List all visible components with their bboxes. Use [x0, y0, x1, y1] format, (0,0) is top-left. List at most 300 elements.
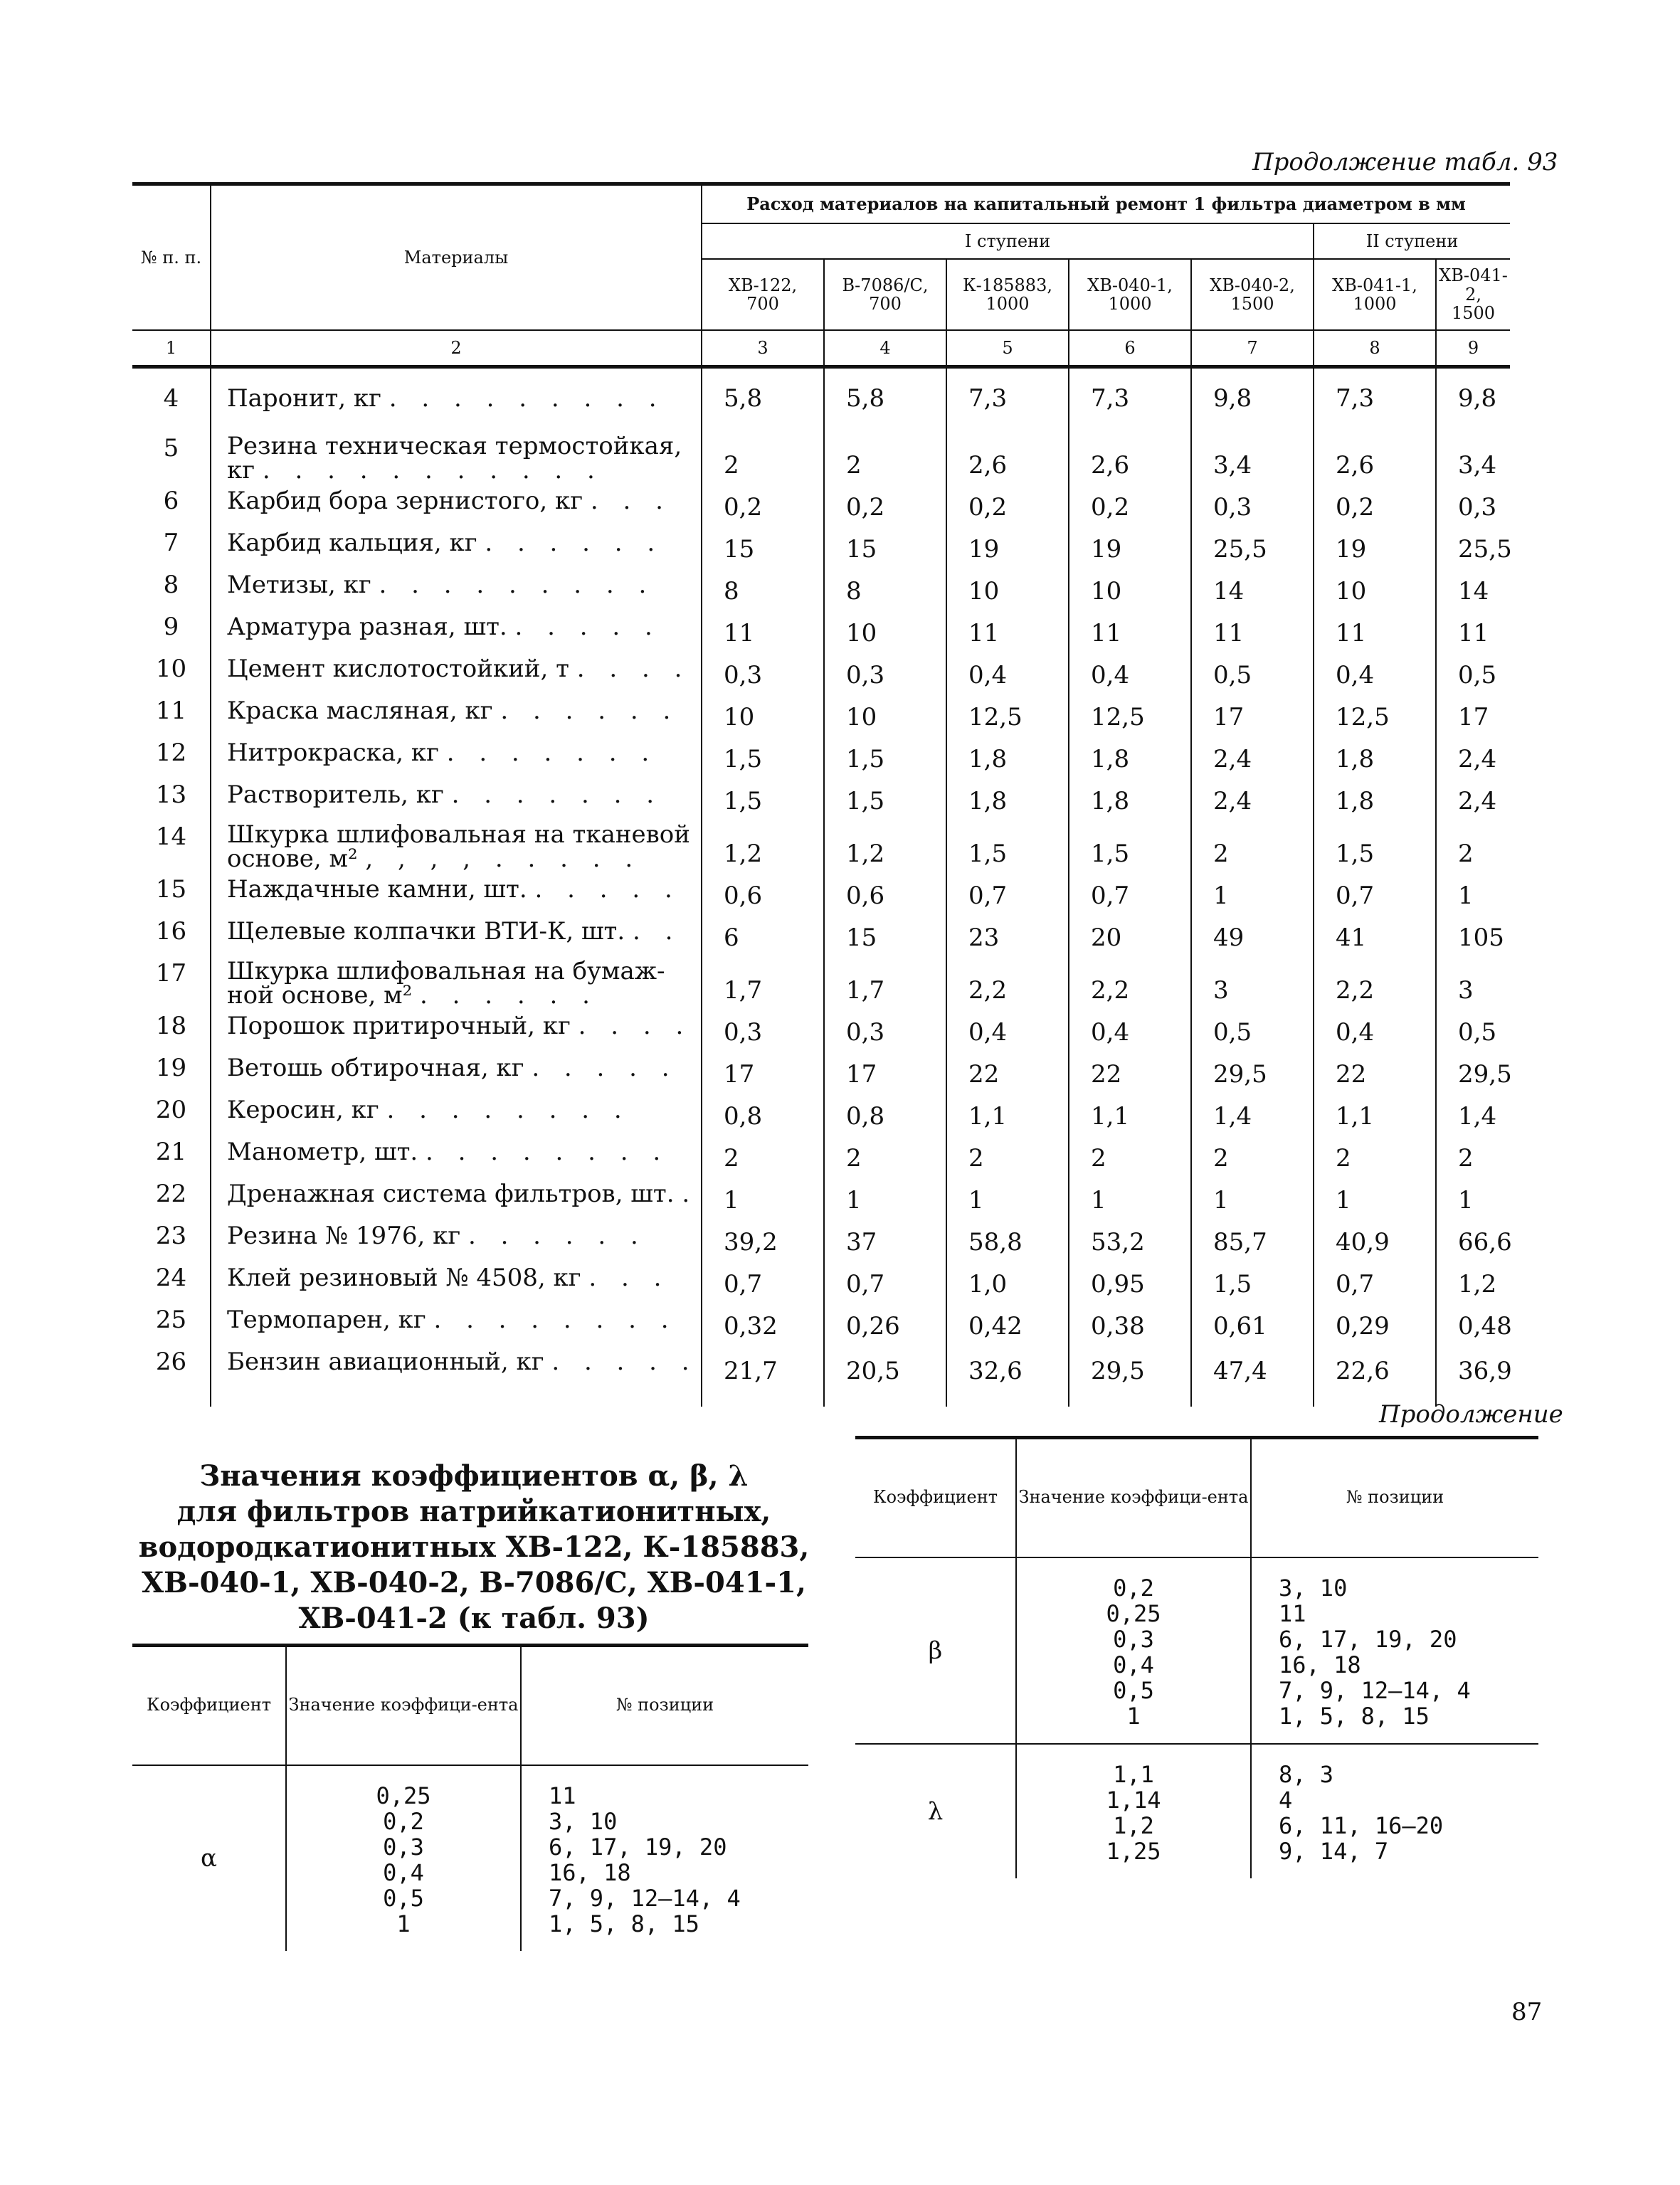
value-cell: 0,3 — [702, 1007, 824, 1049]
column-number: 9 — [1436, 330, 1510, 367]
table-row — [132, 818, 1510, 871]
coefficient-values — [286, 1765, 521, 1951]
value-cell: 1 — [1191, 871, 1314, 913]
table-row — [132, 734, 1510, 776]
coefficient-value: 0,3 — [383, 1833, 424, 1861]
value-cell: 1,1 — [946, 1091, 1069, 1133]
material-cell — [211, 734, 702, 776]
material-cell — [211, 1133, 702, 1175]
column-header-diameter: 1000 — [986, 294, 1030, 314]
table-row — [132, 692, 1510, 734]
value-cell: 2 — [1436, 1133, 1510, 1175]
value-cell: 14 — [1191, 566, 1314, 608]
row-number: 9 — [163, 613, 179, 641]
material-name: Клей резиновый № 4508, кг — [227, 1264, 581, 1292]
value-cell: 25,5 — [1436, 524, 1510, 566]
coefficient-group — [855, 1557, 1538, 1744]
position-list: 6, 17, 19, 20 — [1279, 1625, 1457, 1653]
material-name: Термопарен, кг — [227, 1306, 426, 1334]
material-name: Бензин авиационный, кг — [227, 1348, 544, 1376]
value-cell: 32,6 — [946, 1343, 1069, 1407]
value-cell: 2 — [1436, 818, 1510, 871]
column-header-name: К-185883, — [963, 275, 1052, 295]
value-cell: 0,2 — [702, 482, 824, 524]
column-header — [1314, 259, 1436, 330]
column-header-name: ХВ-040-2, — [1210, 275, 1295, 295]
value-cell: 7,3 — [1069, 367, 1191, 430]
value-cell: 0,3 — [1191, 482, 1314, 524]
material-name-cont: ной основе, м² — [227, 981, 413, 1010]
title-line: ХВ-040-1, ХВ-040-2, В-7086/С, ХВ-041-1, — [142, 1566, 806, 1599]
value-cell: 1,5 — [946, 818, 1069, 871]
coefficient-group — [132, 1765, 808, 1951]
row-number: 8 — [163, 571, 179, 599]
position-list: 16, 18 — [1279, 1651, 1361, 1678]
value-cell: 0,7 — [1314, 871, 1436, 913]
value-cell: 0,7 — [1069, 871, 1191, 913]
table-row — [132, 608, 1510, 650]
value-cell: 0,29 — [1314, 1301, 1436, 1343]
position-list: 3, 10 — [549, 1807, 618, 1835]
value-cell: 2,4 — [1436, 776, 1510, 818]
position-list: 7, 9, 12—14, 4 — [549, 1884, 741, 1912]
value-cell: 21,7 — [702, 1343, 824, 1407]
value-cell: 10 — [702, 692, 824, 734]
value-cell: 7,3 — [946, 367, 1069, 430]
value-cell: 10 — [824, 692, 946, 734]
value-cell: 0,4 — [946, 1007, 1069, 1049]
continuation-caption: Продолжение табл. 93 — [1252, 148, 1558, 176]
leader-dots: . . . . . . — [485, 529, 664, 557]
value-cell: 0,7 — [946, 871, 1069, 913]
leader-dots: . . . . — [578, 1012, 692, 1040]
coefficient-symbol: λ — [855, 1744, 1016, 1878]
header-no: № п. п. — [132, 184, 211, 331]
value-cell: 0,6 — [824, 871, 946, 913]
column-number: 8 — [1314, 330, 1436, 367]
table-row — [132, 1259, 1510, 1301]
value-cell: 1,8 — [1314, 734, 1436, 776]
leader-dots: . . . . . . . . — [386, 1096, 630, 1124]
header-value: Значение коэффици-ента — [1016, 1438, 1251, 1557]
row-number: 14 — [155, 822, 187, 851]
value-cell: 3,4 — [1191, 430, 1314, 482]
material-name: Резина № 1976, кг — [227, 1222, 461, 1250]
value-cell: 12,5 — [1069, 692, 1191, 734]
coefficient-positions — [1251, 1557, 1538, 1744]
value-cell: 1,8 — [1069, 776, 1191, 818]
column-number: 2 — [211, 330, 702, 367]
value-cell: 37 — [824, 1217, 946, 1259]
value-cell: 22,6 — [1314, 1343, 1436, 1407]
value-cell: 0,61 — [1191, 1301, 1314, 1343]
row-number: 24 — [155, 1264, 187, 1292]
value-cell: 0,95 — [1069, 1259, 1191, 1301]
row-number: 13 — [155, 781, 187, 809]
leader-dots: . . . . . . . . — [433, 1306, 677, 1334]
table-row — [132, 913, 1510, 955]
coefficient-positions — [521, 1765, 808, 1951]
coefficient-group — [855, 1744, 1538, 1878]
value-cell: 0,5 — [1191, 650, 1314, 692]
leader-dots: . . . . . — [532, 1054, 678, 1082]
value-cell: 0,7 — [824, 1259, 946, 1301]
leader-dots: , , , , . . . . . — [365, 845, 642, 873]
value-cell: 40,9 — [1314, 1217, 1436, 1259]
coefficient-symbol: β — [928, 1636, 943, 1665]
value-cell: 0,48 — [1436, 1301, 1510, 1343]
column-header — [1191, 259, 1314, 330]
leader-dots: . . . . — [576, 655, 691, 683]
position-list: 1, 5, 8, 15 — [549, 1910, 699, 1937]
material-cell — [211, 692, 702, 734]
coefficient-positions — [1251, 1744, 1538, 1878]
value-cell: 1,8 — [1314, 776, 1436, 818]
material-cell — [211, 524, 702, 566]
value-cell: 0,5 — [1436, 650, 1510, 692]
leader-dots: . . . . . . . . . — [379, 571, 655, 599]
value-cell: 12,5 — [1314, 692, 1436, 734]
leader-dots: . — [682, 1180, 699, 1208]
column-header-name: ХВ-122, — [728, 275, 798, 295]
value-cell: 1,1 — [1314, 1091, 1436, 1133]
continuation-caption-right: Продолжение — [1379, 1400, 1563, 1429]
value-cell: 2,6 — [1314, 430, 1436, 482]
coefficients-table-left — [132, 1644, 808, 1951]
value-cell: 0,4 — [1314, 650, 1436, 692]
value-cell: 105 — [1436, 913, 1510, 955]
material-name: Дренажная система фильтров, шт. — [227, 1180, 675, 1208]
value-cell: 10 — [824, 608, 946, 650]
material-cell — [211, 1343, 702, 1407]
material-cell — [211, 367, 702, 430]
value-cell: 3,4 — [1436, 430, 1510, 482]
value-cell: 39,2 — [702, 1217, 824, 1259]
material-cell — [211, 818, 702, 871]
table-row — [132, 430, 1510, 482]
value-cell: 1,5 — [824, 734, 946, 776]
value-cell: 10 — [1314, 566, 1436, 608]
value-cell: 1,2 — [702, 818, 824, 871]
header-expense: Расход материалов на капитальный ремонт 1 фильтра диаметром в мм — [702, 184, 1510, 224]
value-cell: 0,4 — [1069, 1007, 1191, 1049]
coefficient-value: 1 — [396, 1910, 411, 1937]
value-cell: 9,8 — [1191, 367, 1314, 430]
value-cell: 8 — [702, 566, 824, 608]
leader-dots: . . . . . . . . . — [389, 384, 665, 413]
material-name-cont: основе, м² — [227, 845, 358, 873]
header-stage-1: I ступени — [702, 223, 1314, 259]
value-cell: 0,6 — [702, 871, 824, 913]
coefficient-values — [1016, 1744, 1251, 1878]
row-number: 12 — [155, 739, 187, 767]
value-cell: 17 — [702, 1049, 824, 1091]
value-cell: 0,8 — [824, 1091, 946, 1133]
value-cell: 0,7 — [1314, 1259, 1436, 1301]
table-row — [132, 1049, 1510, 1091]
position-list: 6, 11, 16—20 — [1279, 1811, 1444, 1839]
value-cell: 1,7 — [702, 955, 824, 1007]
position-list: 9, 14, 7 — [1279, 1837, 1389, 1865]
value-cell: 2,4 — [1191, 734, 1314, 776]
value-cell: 0,8 — [702, 1091, 824, 1133]
material-name: Растворитель, кг — [227, 781, 444, 809]
material-name: Цемент кислотостойкий, т — [227, 655, 569, 683]
value-cell: 1 — [946, 1175, 1069, 1217]
header-materials: Материалы — [211, 184, 702, 331]
value-cell: 1,8 — [946, 734, 1069, 776]
position-list: 8, 3 — [1279, 1760, 1334, 1788]
material-name: Наждачные камни, шт. — [227, 875, 527, 904]
coefficient-value: 0,4 — [383, 1858, 424, 1886]
value-cell: 6 — [702, 913, 824, 955]
value-cell: 22 — [946, 1049, 1069, 1091]
title-line: ХВ-041-2 (к табл. 93) — [298, 1602, 650, 1635]
value-cell: 1 — [824, 1175, 946, 1217]
column-header — [1069, 259, 1191, 330]
value-cell: 17 — [824, 1049, 946, 1091]
value-cell: 2 — [702, 430, 824, 482]
value-cell: 1,8 — [946, 776, 1069, 818]
value-cell: 29,5 — [1191, 1049, 1314, 1091]
table-row — [132, 1217, 1510, 1259]
table-row — [132, 482, 1510, 524]
value-cell: 15 — [824, 913, 946, 955]
value-cell: 10 — [946, 566, 1069, 608]
value-cell: 0,4 — [1314, 1007, 1436, 1049]
value-cell: 23 — [946, 913, 1069, 955]
title-line: Значения коэффициентов α, β, λ — [199, 1459, 749, 1493]
column-header — [1436, 259, 1510, 330]
position-list: 1, 5, 8, 15 — [1279, 1702, 1430, 1730]
value-cell: 5,8 — [824, 367, 946, 430]
material-name: Манометр, шт. — [227, 1138, 418, 1166]
row-number: 7 — [163, 529, 179, 557]
value-cell: 1,5 — [1191, 1259, 1314, 1301]
material-cell — [211, 1217, 702, 1259]
leader-dots: . . . — [590, 487, 672, 515]
header-coefficient: Коэффициент — [132, 1646, 286, 1765]
row-number: 15 — [155, 875, 187, 904]
value-cell: 11 — [946, 608, 1069, 650]
value-cell: 1 — [702, 1175, 824, 1217]
column-header-name: В-7086/С, — [842, 275, 929, 295]
coefficient-symbol: α — [201, 1843, 217, 1873]
value-cell: 2 — [1191, 818, 1314, 871]
value-cell: 41 — [1314, 913, 1436, 955]
value-cell: 1,2 — [824, 818, 946, 871]
coefficient-value: 1,14 — [1106, 1786, 1161, 1814]
material-name: Карбид кальция, кг — [227, 529, 477, 557]
value-cell: 1 — [1436, 871, 1510, 913]
table-row — [132, 1175, 1510, 1217]
coefficient-value: 1,1 — [1113, 1760, 1154, 1788]
value-cell: 19 — [1069, 524, 1191, 566]
material-cell — [211, 1049, 702, 1091]
material-name: Порошок притирочный, кг — [227, 1012, 571, 1040]
column-header — [824, 259, 946, 330]
column-header — [946, 259, 1069, 330]
value-cell: 0,3 — [824, 1007, 946, 1049]
row-number: 16 — [155, 917, 187, 946]
value-cell: 1,5 — [702, 776, 824, 818]
value-cell: 1,0 — [946, 1259, 1069, 1301]
header-coefficient: Коэффициент — [855, 1438, 1016, 1557]
value-cell: 0,5 — [1436, 1007, 1510, 1049]
value-cell: 2,4 — [1436, 734, 1510, 776]
coefficient-value: 0,25 — [1106, 1599, 1161, 1627]
value-cell: 14 — [1436, 566, 1510, 608]
value-cell: 1,4 — [1191, 1091, 1314, 1133]
value-cell: 0,2 — [1069, 482, 1191, 524]
value-cell: 0,42 — [946, 1301, 1069, 1343]
value-cell: 0,2 — [946, 482, 1069, 524]
page-number: 87 — [1511, 1998, 1543, 2026]
material-cell — [211, 1175, 702, 1217]
value-cell: 2 — [1069, 1133, 1191, 1175]
material-cell — [211, 566, 702, 608]
value-cell: 2,6 — [946, 430, 1069, 482]
value-cell: 11 — [1069, 608, 1191, 650]
value-cell: 1,8 — [1069, 734, 1191, 776]
value-cell: 22 — [1069, 1049, 1191, 1091]
value-cell: 58,8 — [946, 1217, 1069, 1259]
table-row — [132, 1301, 1510, 1343]
column-number: 4 — [824, 330, 946, 367]
material-name: Метизы, кг — [227, 571, 371, 599]
material-cell — [211, 430, 702, 485]
value-cell: 49 — [1191, 913, 1314, 955]
position-list: 16, 18 — [549, 1858, 631, 1886]
table-row — [132, 871, 1510, 913]
value-cell: 19 — [1314, 524, 1436, 566]
material-name: Паронит, кг — [227, 384, 381, 413]
value-cell: 3 — [1436, 955, 1510, 1007]
value-cell: 1,5 — [1314, 818, 1436, 871]
material-cell — [211, 1301, 702, 1343]
value-cell: 11 — [1191, 608, 1314, 650]
value-cell: 0,7 — [702, 1259, 824, 1301]
column-number: 3 — [702, 330, 824, 367]
leader-dots: . . . — [588, 1264, 670, 1292]
material-cell — [211, 482, 702, 524]
table-row — [132, 776, 1510, 818]
column-header-diameter: 700 — [746, 294, 779, 314]
value-cell: 29,5 — [1069, 1343, 1191, 1407]
value-cell: 53,2 — [1069, 1217, 1191, 1259]
position-list: 7, 9, 12—14, 4 — [1279, 1676, 1471, 1704]
value-cell: 12,5 — [946, 692, 1069, 734]
value-cell: 1 — [1314, 1175, 1436, 1217]
header-stage-2: II ступени — [1314, 223, 1510, 259]
column-header-diameter: 1500 — [1230, 294, 1274, 314]
value-cell: 0,32 — [702, 1301, 824, 1343]
material-name: Ветошь обтирочная, кг — [227, 1054, 524, 1082]
table-row — [132, 1091, 1510, 1133]
header-value: Значение коэффици-ента — [286, 1646, 521, 1765]
value-cell: 1,4 — [1436, 1091, 1510, 1133]
table-row — [132, 524, 1510, 566]
material-name: Шкурка шлифовальная на тканевой — [227, 820, 690, 849]
value-cell: 2,2 — [1069, 955, 1191, 1007]
value-cell: 1,5 — [824, 776, 946, 818]
value-cell: 0,5 — [1191, 1007, 1314, 1049]
title-line: водородкатионитных ХВ-122, К-185883, — [138, 1530, 810, 1564]
material-name: Краска масляная, кг — [227, 697, 493, 725]
material-name: Керосин, кг — [227, 1096, 379, 1124]
leader-dots: . . . . . — [514, 613, 661, 641]
value-cell: 2,6 — [1069, 430, 1191, 482]
material-name: Резина техническая термостойкая, — [227, 432, 682, 460]
value-cell: 0,2 — [824, 482, 946, 524]
leader-dots: . . . . . — [551, 1348, 698, 1376]
value-cell: 0,4 — [1069, 650, 1191, 692]
column-number: 6 — [1069, 330, 1191, 367]
value-cell: 2,2 — [1314, 955, 1436, 1007]
row-number: 26 — [155, 1348, 187, 1376]
value-cell: 0,38 — [1069, 1301, 1191, 1343]
material-cell — [211, 776, 702, 818]
value-cell: 22 — [1314, 1049, 1436, 1091]
value-cell: 19 — [946, 524, 1069, 566]
value-cell: 17 — [1436, 692, 1510, 734]
leader-dots: . . . . . . . — [446, 739, 658, 767]
leader-dots: . . . . . . — [420, 981, 598, 1010]
value-cell: 0,3 — [824, 650, 946, 692]
coefficient-value: 0,5 — [1113, 1676, 1154, 1704]
leader-dots: . . . . . . — [500, 697, 680, 725]
title-line: для фильтров натрийкатионитных, — [176, 1495, 771, 1528]
value-cell: 11 — [1436, 608, 1510, 650]
coefficient-value: 0,25 — [376, 1782, 431, 1809]
coefficient-value: 1 — [1126, 1702, 1141, 1730]
position-list: 6, 17, 19, 20 — [549, 1833, 727, 1861]
column-header-name: ХВ-041-2, — [1439, 265, 1508, 305]
row-number: 6 — [163, 487, 179, 515]
coefficient-values — [1016, 1557, 1251, 1744]
leader-dots: . . . . . — [534, 875, 681, 904]
value-cell: 11 — [1314, 608, 1436, 650]
row-number: 25 — [155, 1306, 187, 1334]
value-cell: 2 — [824, 430, 946, 482]
column-number: 5 — [946, 330, 1069, 367]
value-cell: 36,9 — [1436, 1343, 1510, 1407]
value-cell: 2,4 — [1191, 776, 1314, 818]
column-header-diameter: 1000 — [1108, 294, 1152, 314]
coefficient-value: 0,2 — [1113, 1574, 1154, 1602]
leader-dots: . . . . . . . . . . . — [262, 456, 603, 485]
coefficient-value: 1,2 — [1113, 1811, 1154, 1839]
value-cell: 29,5 — [1436, 1049, 1510, 1091]
value-cell: 0,26 — [824, 1301, 946, 1343]
material-cell — [211, 955, 702, 1010]
leader-dots: . . — [633, 917, 682, 946]
row-number: 21 — [155, 1138, 187, 1166]
leader-dots: . . . . . . . . — [426, 1138, 670, 1166]
value-cell: 5,8 — [702, 367, 824, 430]
material-cell — [211, 871, 702, 913]
leader-dots: . . . . . . . — [451, 781, 663, 809]
coefficients-table-right — [855, 1436, 1538, 1878]
table-row — [132, 566, 1510, 608]
material-cell — [211, 608, 702, 650]
material-cell — [211, 1091, 702, 1133]
table-row — [132, 1007, 1510, 1049]
header-position: № позиции — [521, 1646, 808, 1765]
row-number: 22 — [155, 1180, 187, 1208]
value-cell: 1,5 — [1069, 818, 1191, 871]
value-cell: 1,2 — [1436, 1259, 1510, 1301]
